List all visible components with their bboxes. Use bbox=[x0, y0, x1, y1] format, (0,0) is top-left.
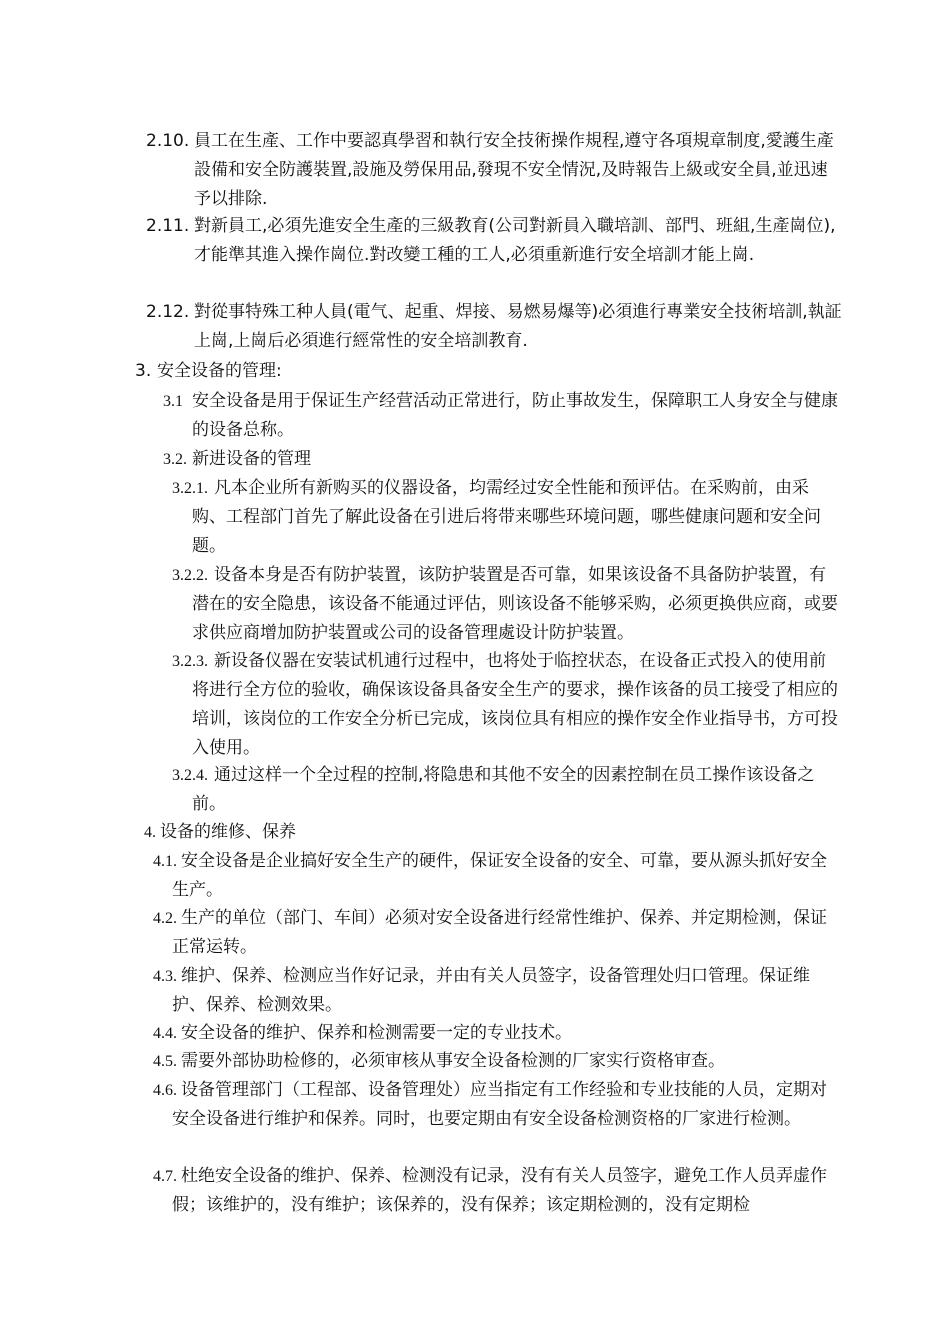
section-4-6 bbox=[153, 1076, 840, 1134]
section-text: 新设备仪器在安装试机逋行过程中，也将处于临控状态，在设备正式投入的使用前将进行全方位的验收，确保该设备具备安全生产的要求，操作该备的员工接受了相应的培训，该岗位的工作安全分析已完成，该岗位具有相应的操作安全作业指导书，方可投入使用。 bbox=[192, 651, 838, 758]
section-number: 4.1. bbox=[153, 853, 177, 870]
section-text: 凡本企业所有新购买的仪器设备，均需经过安全性能和预评估。在采购前，由采购、工程部门首先了解此设备在引进后将带来哪些环境问题，哪些健康问题和安全问题。 bbox=[192, 478, 821, 556]
section-text: 生产的单位（部门、车间）必须对安全设备进行经常性维护、保养、并定期检测，保证正常运转。 bbox=[172, 908, 827, 957]
section-number: 3.2.4. bbox=[172, 767, 208, 784]
section-text: 對從事特殊工种人員(電气、起重、焊接、易燃易爆等)必須進行專業安全技術培訓,執証上崗,上崗后必須進行經常性的安全培訓教育. bbox=[194, 302, 842, 351]
section-text: 需要外部协助检修的，必须审核从事安全设备检测的厂家实行资格审查。 bbox=[181, 1051, 725, 1071]
section-3-2-1 bbox=[172, 474, 840, 561]
section-number: 3.2.2. bbox=[172, 567, 208, 584]
section-number: 2.11. bbox=[146, 216, 190, 236]
section-2-12 bbox=[146, 298, 842, 356]
section-number: 2.12. bbox=[146, 302, 190, 322]
section-2-10 bbox=[146, 127, 842, 214]
section-2-11 bbox=[146, 212, 842, 270]
section-text: 安全设备是企业搞好安全生产的硬件，保证安全设备的安全、可靠，要从源头抓好安全生产。 bbox=[172, 851, 827, 900]
section-4-1 bbox=[153, 847, 840, 905]
section-3-2-4 bbox=[172, 761, 840, 819]
section-3-2-3 bbox=[172, 647, 840, 763]
section-number: 4.2. bbox=[153, 910, 177, 927]
section-text: 安全设备是用于保证生产经营活动正常进行，防止事故发生，保障职工人身安全与健康的设备总称。 bbox=[192, 391, 838, 440]
section-number: 4.6. bbox=[153, 1082, 177, 1099]
section-number: 4.5. bbox=[153, 1053, 177, 1070]
section-number: 3.2. bbox=[163, 451, 187, 468]
section-number: 4.3. bbox=[153, 968, 177, 985]
section-number: 3.2.3. bbox=[172, 653, 208, 670]
section-number: 4.4. bbox=[153, 1025, 177, 1042]
section-number: 3. bbox=[135, 361, 152, 381]
section-3-heading bbox=[135, 357, 837, 386]
section-text: 通过这样一个全过程的控制,将隐患和其他不安全的因素控制在员工操作该设备之前。 bbox=[192, 765, 815, 814]
section-heading-text: 设备的维修、保养 bbox=[160, 822, 296, 842]
section-4-4 bbox=[153, 1019, 840, 1048]
section-text: 對新員工,必須先進安全生產的三級教育(公司對新員入職培訓、部門、班組,生產崗位),才能準其進入操作崗位.對改變工種的工人,必須重新進行安全培訓才能上崗. bbox=[194, 216, 836, 265]
section-4-3 bbox=[153, 962, 840, 1020]
section-3-1 bbox=[163, 387, 840, 445]
section-3-2-heading bbox=[163, 445, 840, 474]
section-4-7 bbox=[153, 1162, 840, 1220]
section-text: 杜绝安全设备的维护、保养、检测没有记录，没有有关人员签字，避免工作人员弄虚作假；该维护的，没有维护；该保养的，没有保养；该定期检测的，没有定期检 bbox=[172, 1166, 827, 1215]
section-4-5 bbox=[153, 1047, 840, 1076]
section-number: 2.10. bbox=[146, 131, 190, 151]
section-number: 3.2.1. bbox=[172, 480, 208, 497]
section-text: 安全设备的维护、保养和检测需要一定的专业技术。 bbox=[181, 1023, 572, 1043]
section-text: 设备管理部门（工程部、设备管理处）应当指定有工作经验和专业技能的人员，定期对安全设备进行维护和保养。同时，也要定期由有安全设备检测资格的厂家进行检测。 bbox=[172, 1080, 827, 1129]
section-heading-text: 安全设备的管理: bbox=[157, 361, 282, 381]
section-number: 4.7. bbox=[153, 1168, 177, 1185]
section-number: 4. bbox=[144, 824, 156, 841]
section-text: 维护、保养、检测应当作好记录，并由有关人员签字，设备管理处归口管理。保证维护、保养、检测效果。 bbox=[172, 966, 810, 1015]
section-number: 3.1 bbox=[163, 393, 183, 410]
section-text: 设备本身是否有防护装置，该防护装置是否可靠，如果该设备不具备防护装置，有潜在的安全隐患，该设备不能通过评估，则该设备不能够采购，必须更换供应商，或要求供应商增加防护装置或公司的设备管理處设计防护装置。 bbox=[192, 565, 838, 643]
section-3-2-2 bbox=[172, 561, 840, 648]
section-text: 員工在生產、工作中要認真學習和執行安全技術操作規程,遵守各項規章制度,愛護生產設備和安全防護裝置,設施及勞保用品,發現不安全情況,及時報告上級或安全員,並迅速予以排除. bbox=[194, 131, 834, 209]
section-4-2 bbox=[153, 904, 840, 962]
section-heading-text: 新进设备的管理 bbox=[192, 449, 311, 469]
section-4-heading bbox=[144, 818, 840, 847]
